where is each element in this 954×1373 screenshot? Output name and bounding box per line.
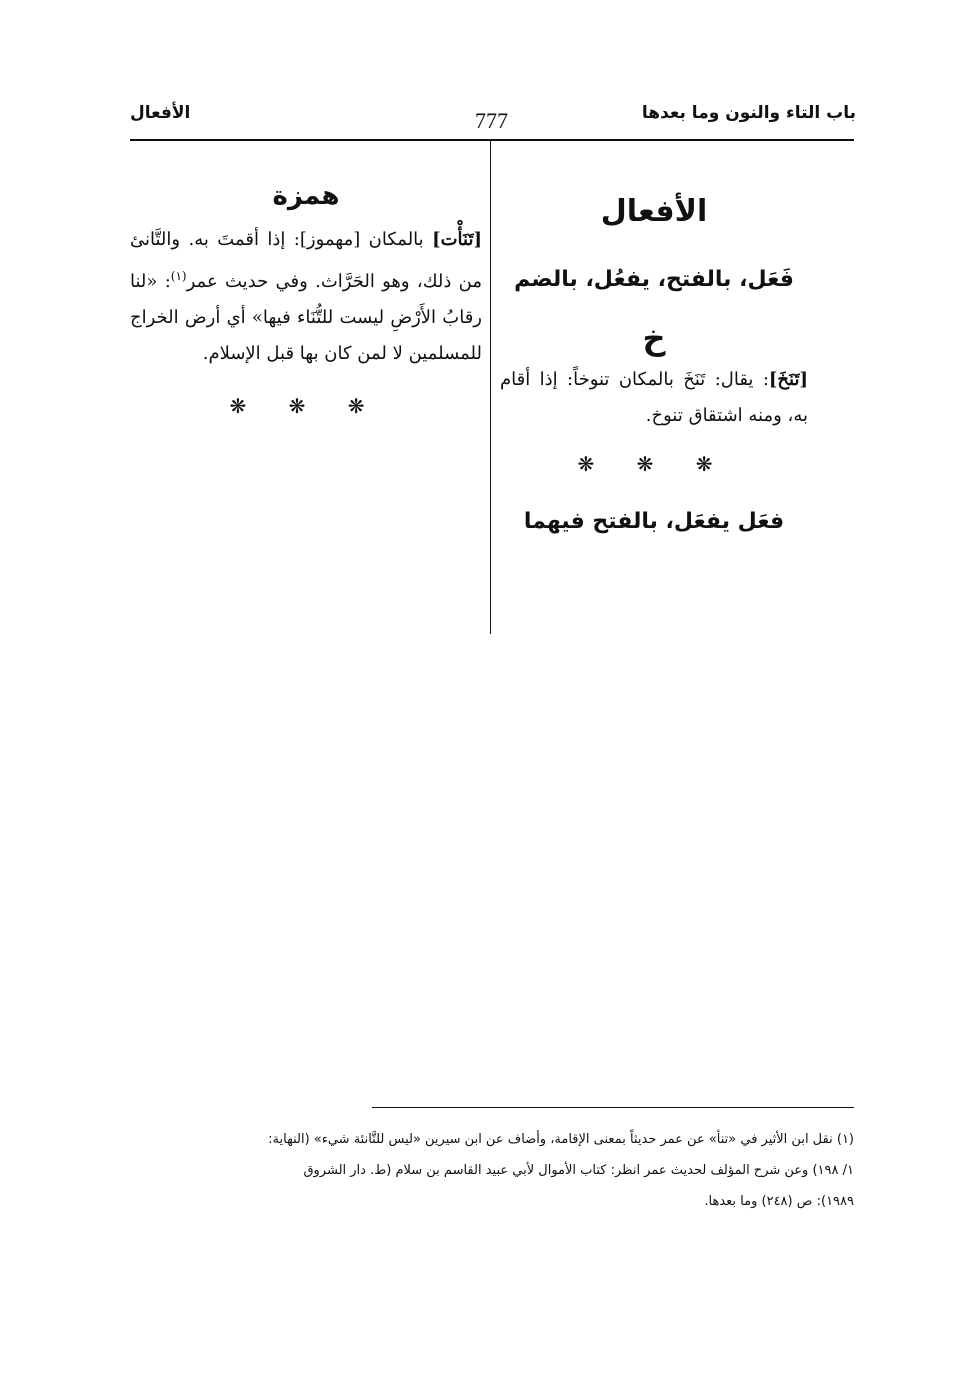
footnote-line: (١) نقل ابن الأثير في «تنأ» عن عمر حديثاً بمعنى الإقامة، وأضاف عن ابن سيرين «ليس للتَّانئة شيء» (النهاية: — [268, 1132, 854, 1147]
entry-headword: [تَنَخَ] — [768, 369, 808, 390]
entry-headword: [تَنَأْت] — [432, 229, 482, 250]
right-column — [500, 186, 808, 542]
page-number: 777 — [475, 108, 508, 133]
footnote-reference: (١) — [170, 269, 187, 283]
section-separator: ❋ ❋ ❋ — [229, 394, 383, 418]
column-divider — [490, 141, 491, 634]
section-heading: فَعَل، بالفتح، يفعُل، بالضم — [514, 267, 794, 292]
entry-paragraph — [130, 222, 482, 372]
section-title: الأفعال — [600, 194, 708, 229]
footnote-rule — [372, 1107, 854, 1108]
running-header-chapter: باب التاء والنون وما بعدها — [641, 103, 856, 123]
left-column — [130, 176, 482, 418]
entry-paragraph — [500, 362, 808, 434]
footnote-line: ١٩٨٩): ص (٢٤٨) وما بعدها. — [704, 1194, 854, 1209]
footnote — [130, 1124, 854, 1217]
section-heading-2: فعَل يفعَل، بالفتح فيهما — [523, 509, 785, 534]
entry-text-part1: بالمكان [مهموز]: إذا أقمتَ به. والتَّانئ من ذلك، وهو الحَرَّاث. وفي حديث عمر — [130, 229, 483, 292]
letter-section-title: همزة — [272, 181, 340, 211]
entry-text: : يقال: تَنَخَ بالمكان تنوخاً: إذا أقام به، ومنه اشتقاق تنوخ. — [500, 369, 808, 426]
running-header-section: الأفعال — [130, 103, 191, 123]
entry-text-part2: : «لنا رقابُ الأَرْضِ ليست للتُّنَاء فيها» أي أرض الخراج للمسلمين لا لمن كان بها قبل الإسلام. — [130, 271, 482, 364]
letter-heading: خ — [642, 319, 666, 357]
footnote-line: ١/ ١٩٨) وعن شرح المؤلف لحديث عمر انظر: كتاب الأموال لأبي عبيد القاسم بن سلام (ط. دار الشروق — [303, 1163, 854, 1178]
header-rule — [130, 139, 854, 141]
section-separator: ❋ ❋ ❋ — [577, 452, 731, 476]
